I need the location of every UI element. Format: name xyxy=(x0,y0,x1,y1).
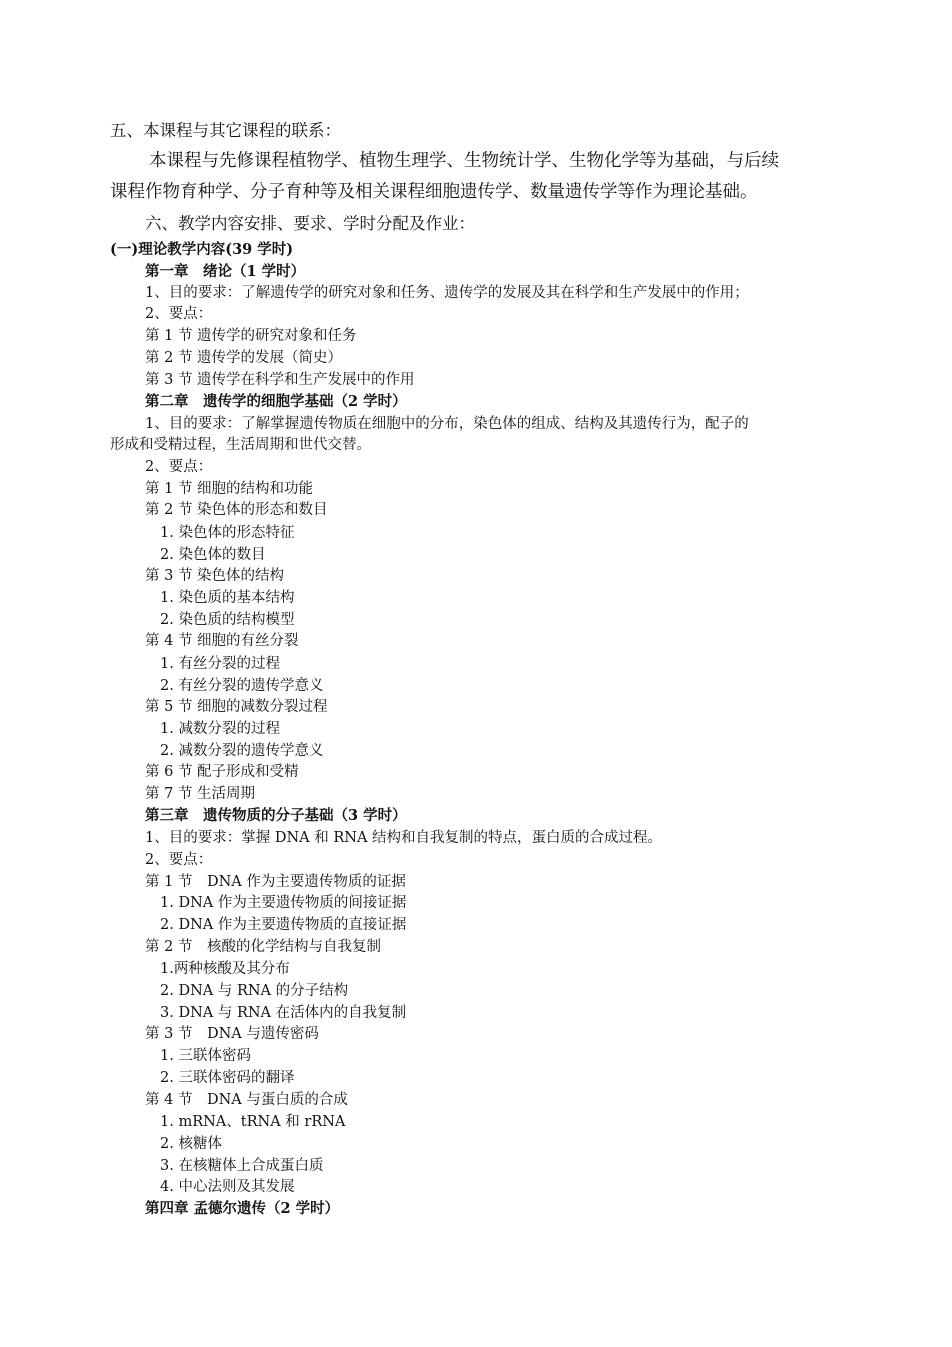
chapter1-title: 第一章 绪论（1 学时） xyxy=(145,263,306,280)
chapter2-requirement-line1: 1、目的要求：了解掌握遗传物质在细胞中的分布，染色体的组成、结构及其遗传行为，配子的 xyxy=(145,416,749,432)
chapter3-section1-item1: 1. DNA 作为主要遗传物质的间接证据 xyxy=(160,895,407,911)
chapter2-section5-item1: 1. 减数分裂的过程 xyxy=(160,721,280,737)
chapter2-section2-item2: 2. 染色体的数目 xyxy=(160,547,266,563)
chapter2-section7: 第 7 节 生活周期 xyxy=(145,786,256,802)
chapter3-section3-item2: 2. 三联体密码的翻译 xyxy=(160,1070,295,1086)
chapter3-title: 第三章 遗传物质的分子基础（3 学时） xyxy=(145,807,407,824)
part1-title: (一)理论教学内容(39 学时) xyxy=(110,241,294,258)
chapter3-section1: 第 1 节 DNA 作为主要遗传物质的证据 xyxy=(145,874,406,890)
chapter3-section2-item1: 1.两种核酸及其分布 xyxy=(160,961,290,977)
chapter2-section5-item2: 2. 减数分裂的遗传学意义 xyxy=(160,743,324,759)
chapter3-section4-item2: 2. 核糖体 xyxy=(160,1136,222,1152)
chapter2-section4-item2: 2. 有丝分裂的遗传学意义 xyxy=(160,678,324,694)
chapter1-requirement: 1、目的要求：了解遗传学的研究对象和任务、遗传学的发展及其在科学和生产发展中的作用； xyxy=(145,285,749,301)
section5-paragraph-line1: 本课程与先修课程植物学、植物生理学、生物统计学、生物化学等为基础，与后续 xyxy=(149,151,779,171)
chapter2-section4-item1: 1. 有丝分裂的过程 xyxy=(160,656,280,672)
chapter1-section2: 第 2 节 遗传学的发展（简史） xyxy=(145,350,343,366)
section5-paragraph-line2: 课程作物育种学、分子育种等及相关课程细胞遗传学、数量遗传学等作为理论基础。 xyxy=(110,182,758,202)
chapter2-title: 第二章 遗传学的细胞学基础（2 学时） xyxy=(145,393,407,410)
chapter2-points-label: 2、要点： xyxy=(145,459,213,475)
chapter1-section3: 第 3 节 遗传学在科学和生产发展中的作用 xyxy=(145,372,415,388)
chapter3-section1-item2: 2. DNA 作为主要遗传物质的直接证据 xyxy=(160,917,407,933)
chapter2-section2-item1: 1. 染色体的形态特征 xyxy=(160,525,295,541)
chapter3-section4: 第 4 节 DNA 与蛋白质的合成 xyxy=(145,1092,348,1108)
chapter3-section2-item3: 3. DNA 与 RNA 在活体内的自我复制 xyxy=(160,1005,407,1021)
chapter3-section2-item2: 2. DNA 与 RNA 的分子结构 xyxy=(160,983,349,999)
chapter3-section4-item4: 4. 中心法则及其发展 xyxy=(160,1179,295,1195)
chapter1-points-label: 2、要点： xyxy=(145,306,213,322)
chapter4-title: 第四章 孟德尔遗传（2 学时） xyxy=(145,1200,340,1217)
chapter2-section1: 第 1 节 细胞的结构和功能 xyxy=(145,481,314,497)
chapter2-section3-item1: 1. 染色质的基本结构 xyxy=(160,590,295,606)
chapter2-section3-item2: 2. 染色质的结构模型 xyxy=(160,612,295,628)
chapter1-section1: 第 1 节 遗传学的研究对象和任务 xyxy=(145,328,357,344)
chapter2-section3: 第 3 节 染色体的结构 xyxy=(145,568,285,584)
chapter3-section4-item3: 3. 在核糖体上合成蛋白质 xyxy=(160,1158,324,1174)
chapter3-section3: 第 3 节 DNA 与遗传密码 xyxy=(145,1026,319,1042)
section6-title: 六、教学内容安排、要求、学时分配及作业： xyxy=(145,214,475,233)
chapter2-section6: 第 6 节 配子形成和受精 xyxy=(145,764,299,780)
chapter3-section4-item1: 1. mRNA、tRNA 和 rRNA xyxy=(160,1114,346,1130)
chapter3-requirement: 1、目的要求：掌握 DNA 和 RNA 结构和自我复制的特点，蛋白质的合成过程。 xyxy=(145,830,663,846)
chapter2-section4: 第 4 节 细胞的有丝分裂 xyxy=(145,633,299,649)
chapter2-section5: 第 5 节 细胞的减数分裂过程 xyxy=(145,699,328,715)
chapter3-points-label: 2、要点： xyxy=(145,852,213,868)
section5-title: 五、本课程与其它课程的联系： xyxy=(110,121,341,140)
chapter3-section3-item1: 1. 三联体密码 xyxy=(160,1048,251,1064)
chapter2-section2: 第 2 节 染色体的形态和数目 xyxy=(145,502,328,518)
chapter3-section2: 第 2 节 核酸的化学结构与自我复制 xyxy=(145,939,381,955)
chapter2-requirement-line2: 形成和受精过程，生活周期和世代交替。 xyxy=(110,437,371,453)
